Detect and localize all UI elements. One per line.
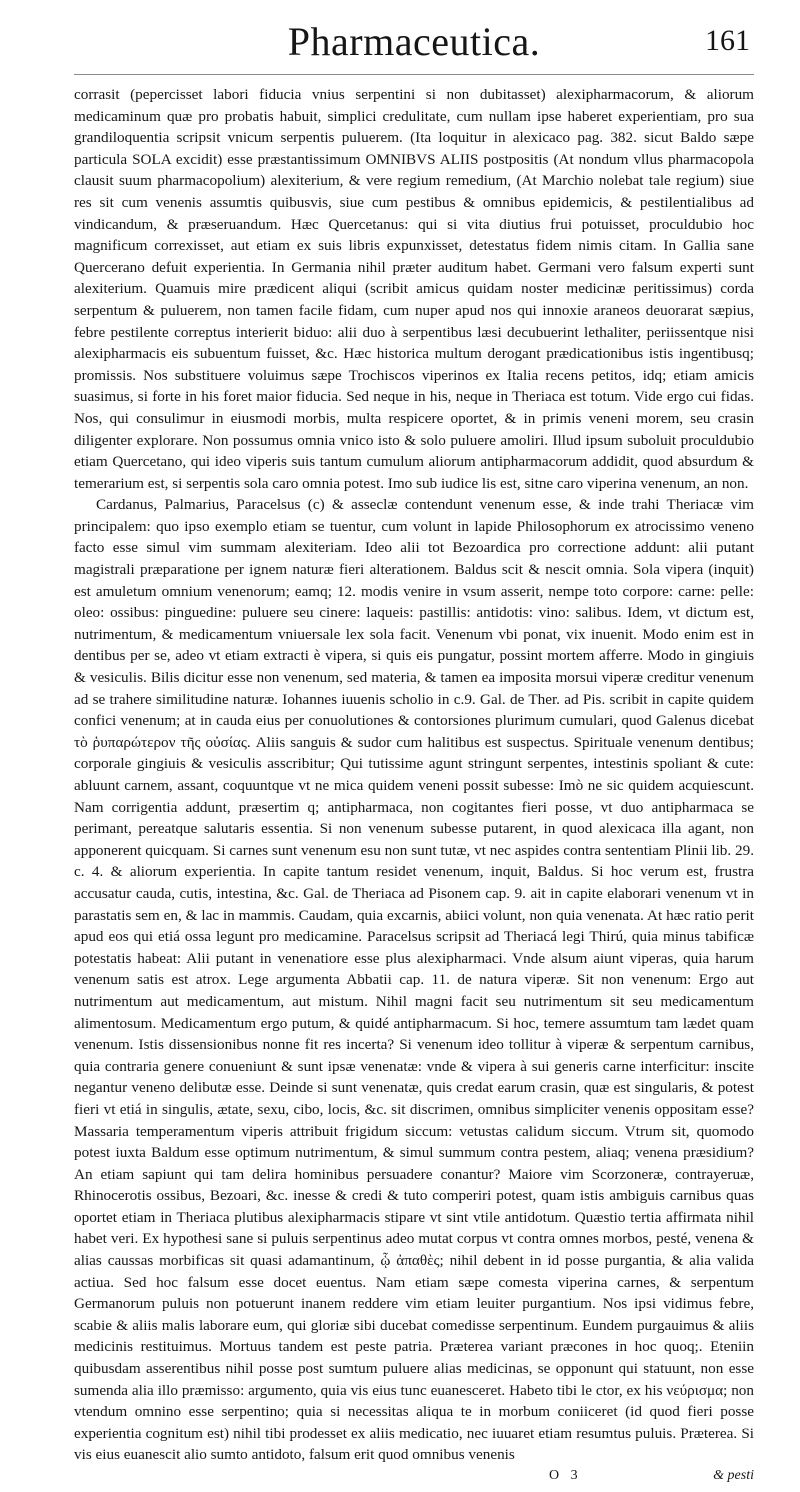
- catchword: & pesti: [713, 1468, 754, 1483]
- header-rule: [74, 74, 754, 75]
- page-header: [74, 18, 754, 78]
- paragraph-2: Cardanus, Palmarius, Paracelsus (c) & asseclæ contendunt venenum esse, & inde trahi Theriacæ vim principalem: quo ipso exemplo etiam se tuentur, cum volunt in lapide Philosophorum ex atrocissimo veneno facto esse simul vim summam alexiteriam. Ideo alii tot Bezoardica pro correctione addunt: alii putant magistrali præparatione per ignem naturæ fieri alterationem. Baldus scit & nescit omnia. Sola vipera (inquit) est amuletum omnium venenorum; eamq; 12. modis venire in vsum asserit, nempe toto corpore: carne: pelle: oleo: ossibus: pinguedine: puluere seu cinere: laqueis: pastillis: antidotis: vino: salibus. Idem, vt dictum est, nutrimentum, & medicamentum vniuersale lex sola facit. Venenum vbi ponat, vix inuenit. Modo enim est in dentibus per se, adeo vt etiam extracti è vipera, si quis eis pungatur, possint mortem afferre. Modo in gingiuis & vesiculis. Bilis dicitur esse non venenum, sed materia, & tamen ea imposita morsui viperæ creditur venenum ad se trahere similitudine naturæ. Iohannes iuuenis scholio in c.9. Gal. de Ther. ad Pis. scribit in capite quidem confici venenum; at in cauda eius per conuolutiones & contorsiones plurimum cumulari, quod Galenus dicebat τὸ ῥυπαρώτερον τῆς οὐσίας. Aliis sanguis & sudor cum halitibus est suspectus. Spirituale venenum dentibus; corporale gingiuis & vesiculis asscribitur; Qui tutissime agunt stringunt serpentes, intestinis spoliant & cute: abluunt carnem, assant, coquuntque vt ne mica quidem veneni possit subesse: Imò ne sic quidem acquiescunt. Nam corrigentia addunt, præsertim q; antipharmaca, non cogitantes fieri posse, vt duo antipharmaca se perimant, pereatque salutaris essentia. Si non venenum subesse putarent, in quod alexicaca illa agant, non apponerent quicquam. Si carnes sunt venenum esu non sunt tutæ, vt nec aspides contra sententiam Plinii lib. 29. c. 4. & aliorum experientia. In capite tantum residet venenum, inquit, Baldus. Si hoc verum est, frustra accusatur cauda, cutis, intestina, &c. Gal. de Theriaca ad Pisonem cap. 9. ait in capite elaborari venenum vt in parastatis sem en, & lac in mammis. Caudam, quia excarnis, abiici volunt, non quia venenata. At hæc ratio perit apud eos qui etiá ossa legunt pro medicamine. Paracelsus scripsit ad Theriacá legi Thirú, quia minus tabificæ potestatis habeat: Alii putant in venenatiore esse plus alexipharmaci. Vnde alsum aiunt viperas, quia harum venenum satis est atrox. Lege argumenta Abbatii cap. 11. de natura viperæ. Sit non venenum: Ergo aut nutrimentum aut medicamentum, aut mistum. Nihil magni facit seu nutrimentum sit seu medicamentum alimentosum. Medicamentum ergo putum, & quidé antipharmacum. Si hoc, temere assumtum tam lædet quam venenum. Istis dissensionibus nonne fit res incerta? Si venenum ideo tollitur à viperæ & serpentum carnibus, quia contraria genere conueniunt & sunt ipsæ venenatæ: vnde & vipera à sui generis carne interficitur: inscite negantur veneno delibutæ esse. Deinde si sunt venenatæ, quis credat earum crasin, quæ est singularis, & potest fieri vt etiá in singulis, ætate, sexu, cibo, locis, &c. sit discrimen, omnibus simpliciter venenis oppositam esse? Massaria temperamentum viperis attribuit frigidum siccum: vetustas calidum siccum. Vtrum sit, quomodo potest iuxta Baldum esse optimum nutrimentum, & simul summum contra pestem, aliaq; venena præsidium? An etiam sapiunt qui tam delira hominibus persuadere conantur? Maiore vim Scorzoneræ, contrayeruæ, Rhinocerotis ossibus, Bezoari, &c. inesse & credi & tuto comperiri potest, quam istis ambiguis carnibus quas oportet etiam in Theriaca plutibus alexipharmacis stipare vt sint vtile antidotum. Quæstio tertia affirmata nihil habet veri. Ex hypothesi sane si puluis serpentinus adeo mutat corpus vt contra omnes morbos, pesté, venena & alias caussas morbificas sit quasi adamantinum, ᾧ ἀπαθὲς; nihil debent in id posse purgantia, & alia valida actiua. Sed hoc falsum esse docet euentus. Nam etiam sæpe comesta viperina carnes, & serpentum Germanorum puluis non potuerunt inanem reddere vim etiam leuiter purgantium. Nos ipsi vidimus febre, scabie & aliis malis laborare eum, qui gloriæ sibi ducebat comedisse serpentinum. Eundem purgauimus & aliis medicinis restituimus. Mortuus tandem est peste patria. Præterea variant præcones in hoc quoq;. Eteniin quibusdam asserentibus nihil posse post sumtum puluere alias medicinas, se opponunt qui statuunt, non esse sumenda alia illo præmisso: argumento, quia vis eius tunc euanesceret. Habeto tibi le ctor, ex his νεύρισμα; non vtendum omnino esse serpentino; quia si necessitas aliqua te in morbum coniiceret (id quod fieri posse experientia cognitum est) nihil tibi prodesset ex aliis medicatio, nec iuuaret etiam resumtus puluis. Præterea. Si vis eius euanescit alio sumto antidoto, falsum erit quod omnibus venenis: [74, 496, 754, 1464]
- text-body: [74, 84, 754, 1466]
- running-title: Pharmaceutica.: [287, 19, 541, 64]
- paragraph-1: corrasit (pepercisset labori fiducia vnius serpentini si non dubitasset) alexipharmacorum, & aliorum medicaminum quæ pro probatis habuit, simplici credulitate, cum nullam ipse haberet experientiam, pro sua grandiloquentia scripsit vnicum serpentis puluerem. (Ita loquitur in alexicaco pag. 382. sicut Baldo sæpe particula SOLA excidit) esse præstantissimum OMNIBVS ALIIS postpositis (At nondum vllus pharmacopola clausit suum pharmacopolium) alexiterium, & vere regium remedium, (At Marchio nolebat tale regium) siue res sit cum venenis assumtis quibusvis, siue cum pestibus & omnibus epidemicis, & pestilentialibus ad vindicandum, & præseruandum. Hæc Quercetanus: qui si vita diutius frui potuisset, proculdubio hoc magnificum correxisset, aut etiam ex suis libris expunxisset, detestatus fidem nimis citam. In Gallia sane Quercerano defuit experientia. In Germania nihil præter auditum habet. Germani vero falsum experti sunt alexiterium. Quamuis mire prædicent aliqui (scribit amicus quidam noster medicinæ peritissimus) corda serpentum & puluerem, non tamen facile fidam, cum nuper apud nos qui innoxie araneos deuorarat sæpius, febre pestilente correptus interierit biduo: alii duo à serpentibus læsi decubuerint lethaliter, periissentque nisi alexipharmacis eis subuentum fuisset, &c. Hæc historica multum derogant prædicationibus istis ingentibusq; promissis. Nos substituere voluimus sæpe Trochiscos viperinos ex Italia recens petitos, idq; etiam amicis suasimus, si forte in his foret maior fiducia. Sed neque in his, neque in Theriaca est totum. Vide ergo cui fidas. Nos, qui consulimur in eiusmodi morbis, multa respicere oportet, & in primis veneni morem, seu crasin diligenter explorare. Non possumus omnia vnico isto & solo puluere amoliri. Illud ipsum suboluit proculdubio etiam Quercetano, qui ideo viperis suis tantum cumulum aliorum antipharmacorum addidit, quod absurdum & temerarium est, si serpentis sola caro omnia potest. Imo sub iudice lis est, sitne caro viperina venenum, an non.: [74, 86, 754, 492]
- page-footer: [74, 1468, 754, 1492]
- page-number: 161: [705, 24, 750, 57]
- signature-mark: O 3: [549, 1468, 582, 1483]
